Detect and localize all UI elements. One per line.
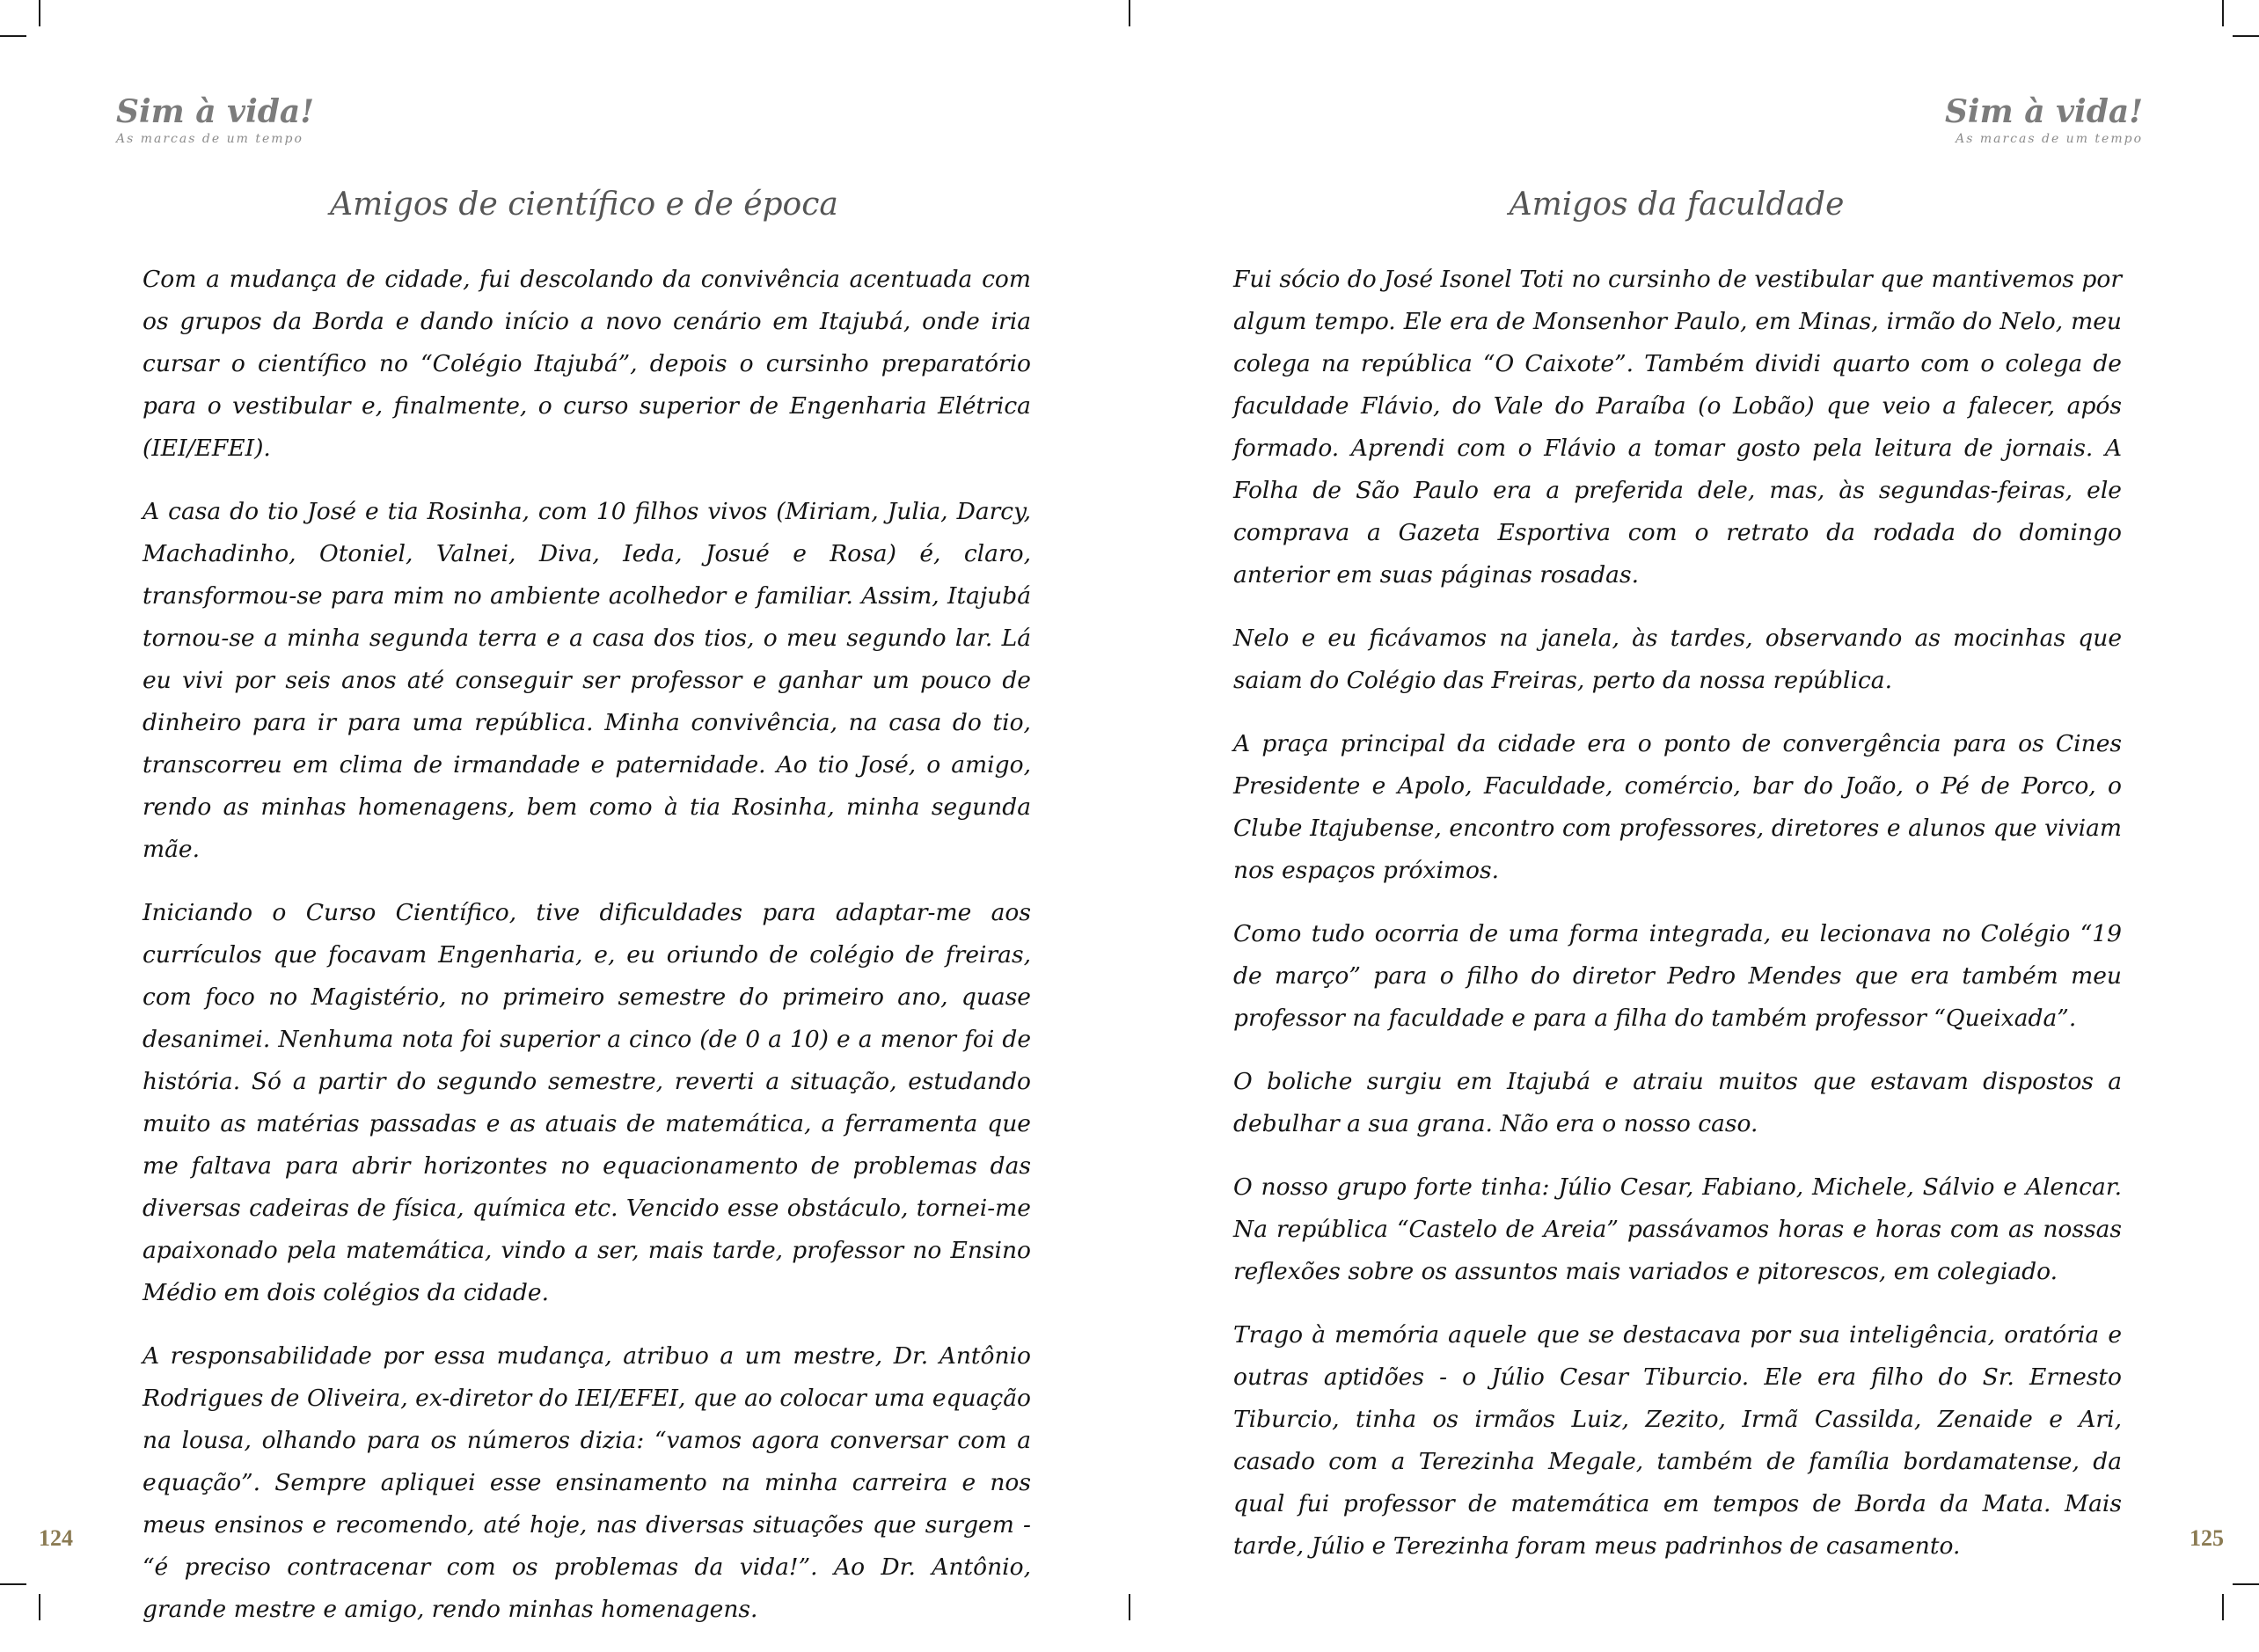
paragraph: Fui sócio do José Isonel Toti no cursinho de vestibular que mantivemos por algum tempo. Ele era de Monsenhor Paulo, em Minas, irmão do Nelo, meu colega na república “O Caixote”. Também dividi quarto com o colega de faculdade Flávio, do Vale do Paraíba (o Lobão) que veio a falecer, após formado. Aprendi com o Flávio a tomar gosto pela leitura de jornais. A Folha de São Paulo era a preferida dele, mas, às segundas-feiras, ele comprava a Gazeta Esportiva com o retrato da rodada do domingo anterior em suas páginas rosadas. [1233,266,2122,588]
paragraph: O boliche surgiu em Itajubá e atraiu muitos que estavam dispostos a debulhar a sua grana. Não era o nosso caso. [1233,1068,2122,1137]
page-number: 125 [2190,1525,2224,1551]
paragraph: Como tudo ocorria de uma forma integrada, eu lecionava no Colégio “19 de março” para o filho do diretor Pedro Mendes que era também meu professor na faculdade e para a filha do também professor “Queixada”. [1233,920,2122,1032]
right-page [1130,0,2259,1620]
running-head-title: Sim à vida! [116,93,315,130]
chapter-title: Amigos da faculdade [1509,186,1845,223]
body-text [143,259,1031,1652]
paragraph: A responsabilidade por essa mudança, atribuo a um mestre, Dr. Antônio Rodrigues de Oliveira, ex-diretor do IEI/EFEI, que ao colocar uma equação na lousa, olhando para os números dizia: “vamos agora conversar com a equação”. Sempre apliquei esse ensinamento na minha carreira e nos meus ensinos e recomendo, até hoje, nas diversas situações que surgem - “é preciso contracenar com os problemas da vida!”. Ao Dr. Antônio, grande mestre e amigo, rendo minhas homenagens. [143,1342,1031,1623]
paragraph: Iniciando o Curso Científico, tive dificuldades para adaptar-me aos currículos que focavam Engenharia, e, eu oriundo de colégio de freiras, com foco no Magistério, no primeiro semestre do primeiro ano, quase desanimei. Nenhuma nota foi superior a cinco (de 0 a 10) e a menor foi de história. Só a partir do segundo semestre, reverti a situação, estudando muito as matérias passadas e as atuais de matemática, a ferramenta que me faltava para abrir horizontes no equacionamento de problemas das diversas cadeiras de física, química etc. Vencido esse obstáculo, tornei-me apaixonado pela matemática, vindo a ser, mais tarde, professor no Ensino Médio em dois colégios da cidade. [143,899,1031,1306]
paragraph: A casa do tio José e tia Rosinha, com 10 filhos vivos (Miriam, Julia, Darcy, Machadinho, Otoniel, Valnei, Diva, Ieda, Josué e Rosa) é, claro, transformou-se para mim no ambiente acolhedor e familiar. Assim, Itajubá tornou-se a minha segunda terra e a casa dos tios, o meu segundo lar. Lá eu vivi por seis anos até conseguir ser professor e ganhar um pouco de dinheiro para ir para uma república. Minha convivência, na casa do tio, transcorreu em clima de irmandade e paternidade. Ao tio José, o amigo, rendo as minhas homenagens, bem como à tia Rosinha, minha segunda mãe. [143,498,1031,863]
page-number: 124 [39,1525,73,1551]
body-text [1233,259,2122,1589]
running-head-title: Sim à vida! [1944,93,2143,130]
paragraph: Nelo e eu ficávamos na janela, às tardes, observando as mocinhas que saiam do Colégio das Freiras, perto da nossa república. [1233,625,2122,694]
running-head [1826,95,2143,146]
paragraph: A praça principal da cidade era o ponto de convergência para os Cines Presidente e Apolo, Faculdade, comércio, bar do João, o Pé de Porco, o Clube Itajubense, encontro com professores, diretores e alunos que viviam nos espaços próximos. [1233,730,2122,884]
paragraph: Com a mudança de cidade, fui descolando da convivência acentuada com os grupos da Borda e dando início a novo cenário em Itajubá, onde iria cursar o científico no “Colégio Itajubá”, depois o cursinho preparatório para o vestibular e, finalmente, o curso superior de Engenharia Elétrica (IEI/EFEI). [143,266,1031,462]
paragraph: Trago à memória aquele que se destacava por sua inteligência, oratória e outras aptidões - o Júlio Cesar Tiburcio. Ele era filho do Sr. Ernesto Tiburcio, tinha os irmãos Luiz, Zezito, Irmã Cassilda, Zenaide e Ari, casado com a Terezinha Megale, também de família bordamatense, da qual fui professor de matemática em tempos de Borda da Mata. Mais tarde, Júlio e Terezinha foram meus padrinhos de casamento. [1233,1321,2122,1560]
paragraph: O nosso grupo forte tinha: Júlio Cesar, Fabiano, Michele, Sálvio e Alencar. Na república “Castelo de Areia” passávamos horas e horas com as nossas reflexões sobre os assuntos mais variados e pitorescos, em colegiado. [1233,1173,2122,1285]
left-page [0,0,1130,1623]
running-head-subtitle: As marcas de um tempo [116,131,303,146]
running-head [116,95,433,146]
running-head-subtitle: As marcas de um tempo [1956,131,2143,146]
chapter-title: Amigos de científico e de época [330,186,838,223]
